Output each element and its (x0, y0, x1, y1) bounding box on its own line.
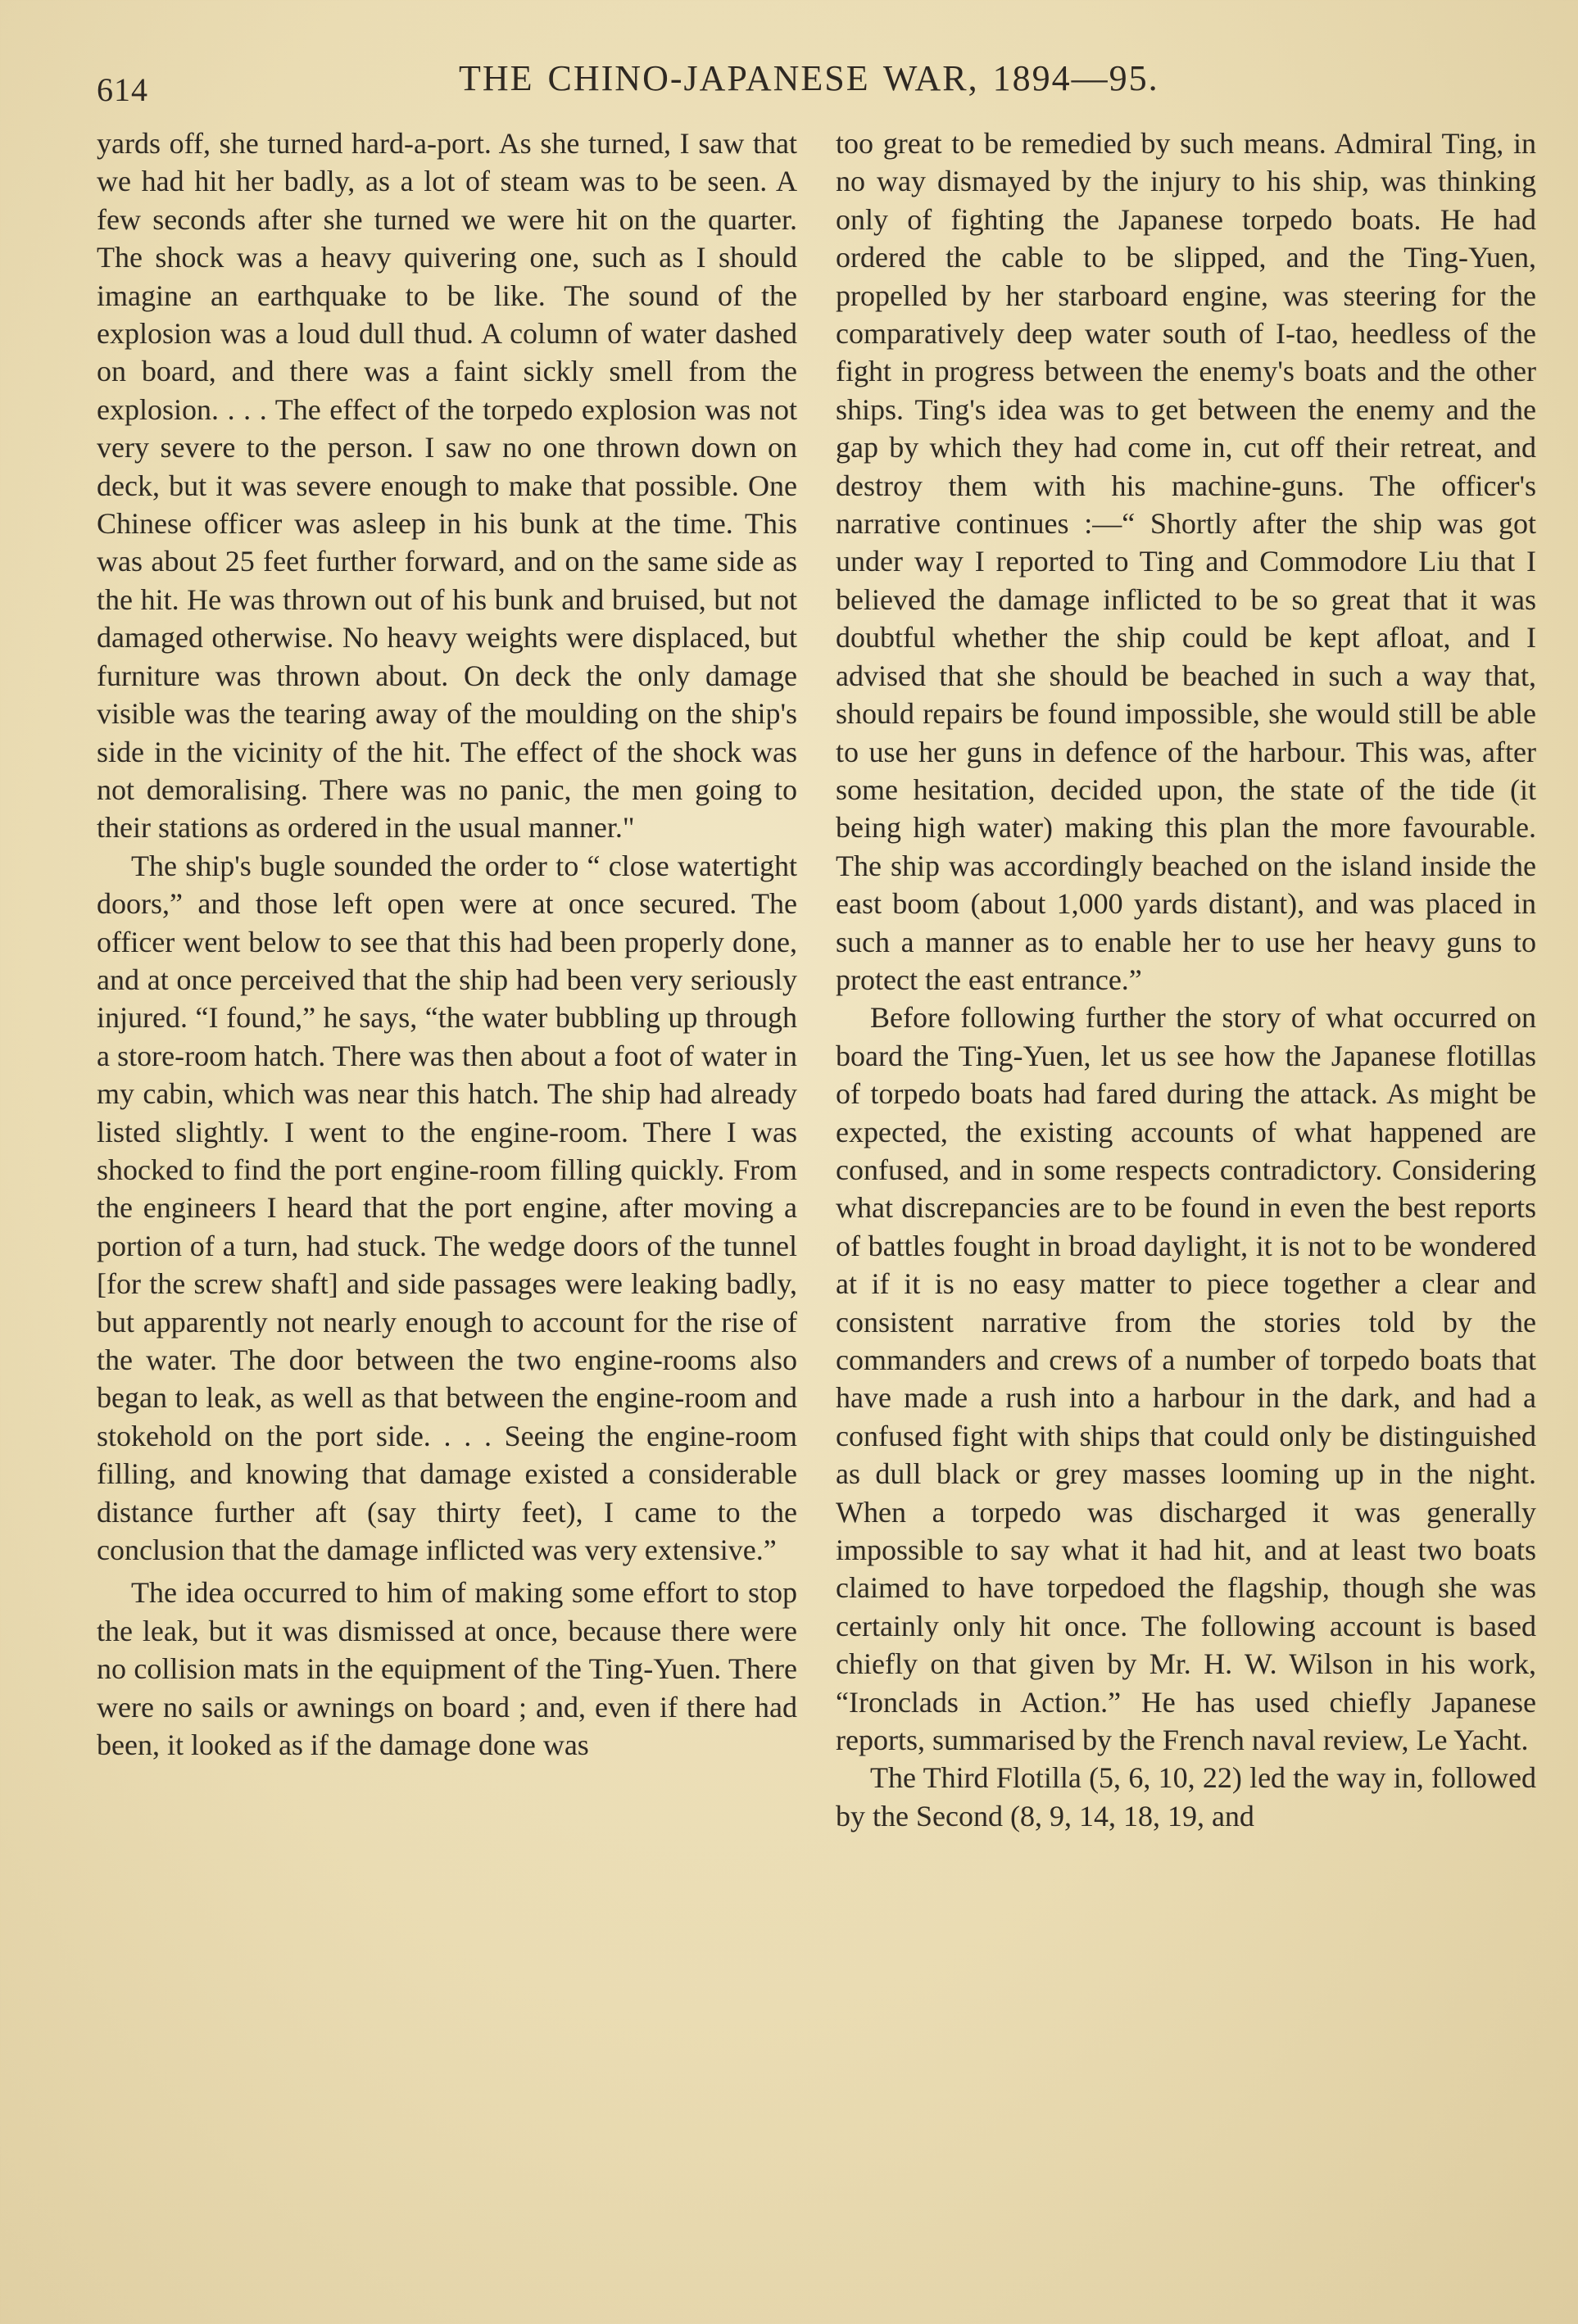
right-paragraph-2: Before following further the story of what occurred on board the Ting-Yuen, let us see how the Japanese flotillas of torpedo boats had fared during the attack. As might be expected, the existing accounts of what happened are confused, and in some respects contradictory. Considering what discrepancies are to be found in even the best reports of battles fought in broad daylight, it is not to be wondered at if it is no easy matter to piece together a clear and consistent narrative from the stories told by the commanders and crews of a number of torpedo boats that have made a rush into a harbour in the dark, and had a confused fight with ships that could only be distinguished as dull black or grey masses looming up in the night. When a torpedo was discharged it was generally impossible to say what it had hit, and at least two boats claimed to have torpedoed the flagship, though she was certainly only hit once. The following account is based chiefly on that given by Mr. H. W. Wilson in his work, “Ironclads in Action.” He has used chiefly Japanese reports, summarised by the French naval review, Le Yacht. (836, 1001, 1536, 1757)
left-column (97, 125, 797, 1764)
left-paragraph-3: The idea occurred to him of making some effort to stop the leak, but it was dismissed at once, because there were no collision mats in the equipment of the Ting-Yuen. There were no sails or awnings on board ; and, even if there had been, it looked as if the damage done was (97, 1576, 797, 1762)
right-paragraph-1: too great to be remedied by such means. Admiral Ting, in no way dismayed by the injury to his ship, was thinking only of fighting the Japanese torpedo boats. He had ordered the cable to be slipped, and the Ting-Yuen, propelled by her starboard engine, was steering for the comparatively deep water south of I-tao, heedless of the fight in progress between the enemy's boats and the other ships. Ting's idea was to get between the enemy and the gap by which they had come in, cut off their retreat, and destroy them with his machine-guns. The officer's narrative continues :—“ Shortly after the ship was got under way I reported to Ting and Commodore Liu that I believed the damage inflicted to be so great that it was doubtful whether the ship could be kept afloat, and I advised that she should be beached in such a way that, should repairs be found impossible, she would still be able to use her guns in defence of the harbour. This was, after some hesitation, decided upon, the state of the tide (it being high water) making this plan the more favourable. The ship was accordingly beached on the island inside the east boom (about 1,000 yards distant), and was placed in such a manner as to enable her to use her heavy guns to protect the east entrance.” (836, 127, 1536, 996)
right-paragraph-3: The Third Flotilla (5, 6, 10, 22) led the way in, followed by the Second (8, 9, 14, 18, 19, and (836, 1761, 1536, 1832)
left-paragraph-2: The ship's bugle sounded the order to “ close watertight doors,” and those left open were at once secured. The officer went below to see that this had been properly done, and at once perceived that the ship had been very seriously injured. “I found,” he says, “the water bubbling up through a store-room hatch. There was then about a foot of water in my cabin, which was near this hatch. The ship had already listed slightly. I went to the engine-room. There I was shocked to find the port engine-room filling quickly. From the engineers I heard that the port engine, after moving a portion of a turn, had stuck. The wedge doors of the tunnel [for the screw shaft] and side passages were leaking badly, but apparently not nearly enough to account for the rise of the water. The door between the two engine-rooms also began to leak, as well as that between the engine-room and stokehold on the port side. . . . Seeing the engine-room filling, and knowing that damage existed a considerable distance further aft (say thirty feet), I came to the conclusion that the damage inflicted was very extensive.” (97, 849, 797, 1567)
running-title: THE CHINO-JAPANESE WAR, 1894—95. (459, 58, 1159, 98)
left-paragraph-1: yards off, she turned hard-a-port. As she turned, I saw that we had hit her badly, as a lot of steam was to be seen. A few seconds after she turned we were hit on the quarter. The shock was a heavy quivering one, such as I should imagine an earthquake to be like. The sound of the explosion was a loud dull thud. A column of water dashed on board, and there was a faint sickly smell from the explosion. . . . The effect of the torpedo explosion was not very severe to the person. I saw no one thrown down on deck, but it was severe enough to make that possible. One Chinese officer was asleep in his bunk at the time. This was about 25 feet further forward, and on the same side as the hit. He was thrown out of his bunk and bruised, but not damaged otherwise. No heavy weights were displaced, but furniture was thrown about. On deck the only damage visible was the tearing away of the moulding on the ship's side in the vicinity of the hit. The effect of the shock was not demoralising. There was no panic, the men going to their stations as ordered in the usual manner." (97, 127, 797, 845)
page-number: 614 (97, 71, 148, 108)
right-column (836, 125, 1536, 1835)
